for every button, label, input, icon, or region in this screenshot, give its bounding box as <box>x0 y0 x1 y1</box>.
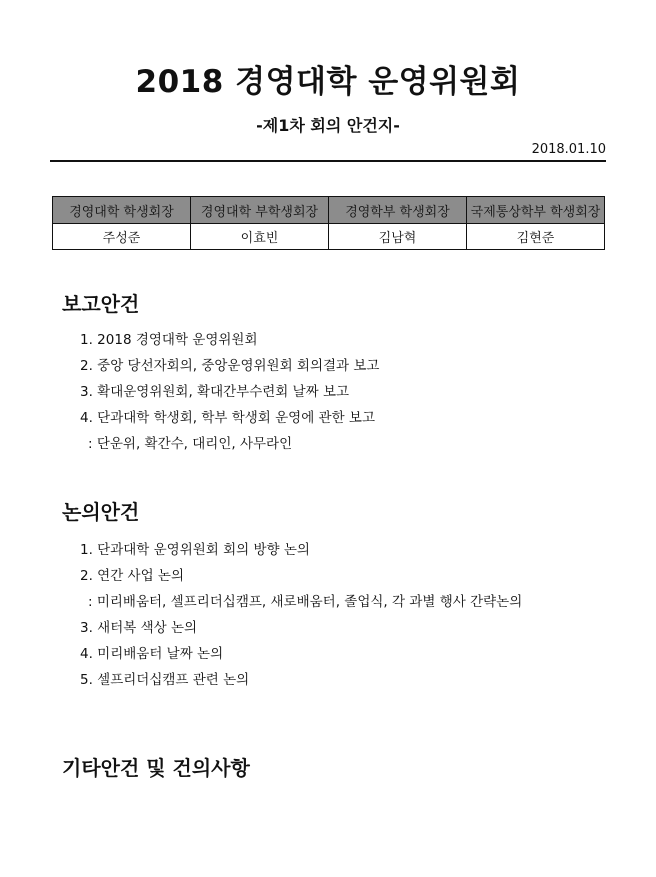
document-date: 2018.01.10 <box>531 142 606 157</box>
list-item: 4. 미리배움터 날짜 논의 <box>80 646 224 662</box>
officer-role-header: 경영대학 학생회장 <box>53 197 191 224</box>
officers-name-row <box>53 224 605 250</box>
list-item: 1. 단과대학 운영위원회 회의 방향 논의 <box>80 542 310 558</box>
other-section-heading: 기타안건 및 건의사항 <box>62 756 250 780</box>
discussion-section-heading: 논의안건 <box>62 500 140 524</box>
officer-role-header: 경영대학 부학생회장 <box>191 197 329 224</box>
officer-name: 김현준 <box>467 224 605 250</box>
officer-role-header: 국제통상학부 학생회장 <box>467 197 605 224</box>
officer-name: 주성준 <box>53 224 191 250</box>
officers-header-row <box>53 197 605 224</box>
list-item: 1. 2018 경영대학 운영위원회 <box>80 332 258 348</box>
report-items-list <box>80 327 379 457</box>
title-divider <box>50 160 606 162</box>
officer-role-header: 경영학부 학생회장 <box>329 197 467 224</box>
list-item: 2. 중앙 당선자회의, 중앙운영위원회 회의결과 보고 <box>80 358 380 374</box>
list-item: 2. 연간 사업 논의 <box>80 568 184 584</box>
list-item: 4. 단과대학 학생회, 학부 학생회 운영에 관한 보고 <box>80 410 375 426</box>
report-section-heading: 보고안건 <box>62 292 140 316</box>
list-item-detail: : 단운위, 확간수, 대리인, 사무라인 <box>88 436 293 452</box>
officers-table <box>52 196 605 250</box>
list-item: 3. 새터복 색상 논의 <box>80 620 198 636</box>
discussion-items-list <box>80 537 522 693</box>
document-title: 2018 경영대학 운영위원회 <box>135 64 521 100</box>
list-item-detail: : 미리배움터, 셀프리더십캠프, 새로배움터, 졸업식, 각 과별 행사 간략논의 <box>88 594 523 610</box>
list-item: 3. 확대운영위원회, 확대간부수련회 날짜 보고 <box>80 384 350 400</box>
document-subtitle: -제1차 회의 안건지- <box>256 116 400 135</box>
officer-name: 김남혁 <box>329 224 467 250</box>
list-item: 5. 셀프리더십캠프 관련 논의 <box>80 672 250 688</box>
officer-name: 이효빈 <box>191 224 329 250</box>
